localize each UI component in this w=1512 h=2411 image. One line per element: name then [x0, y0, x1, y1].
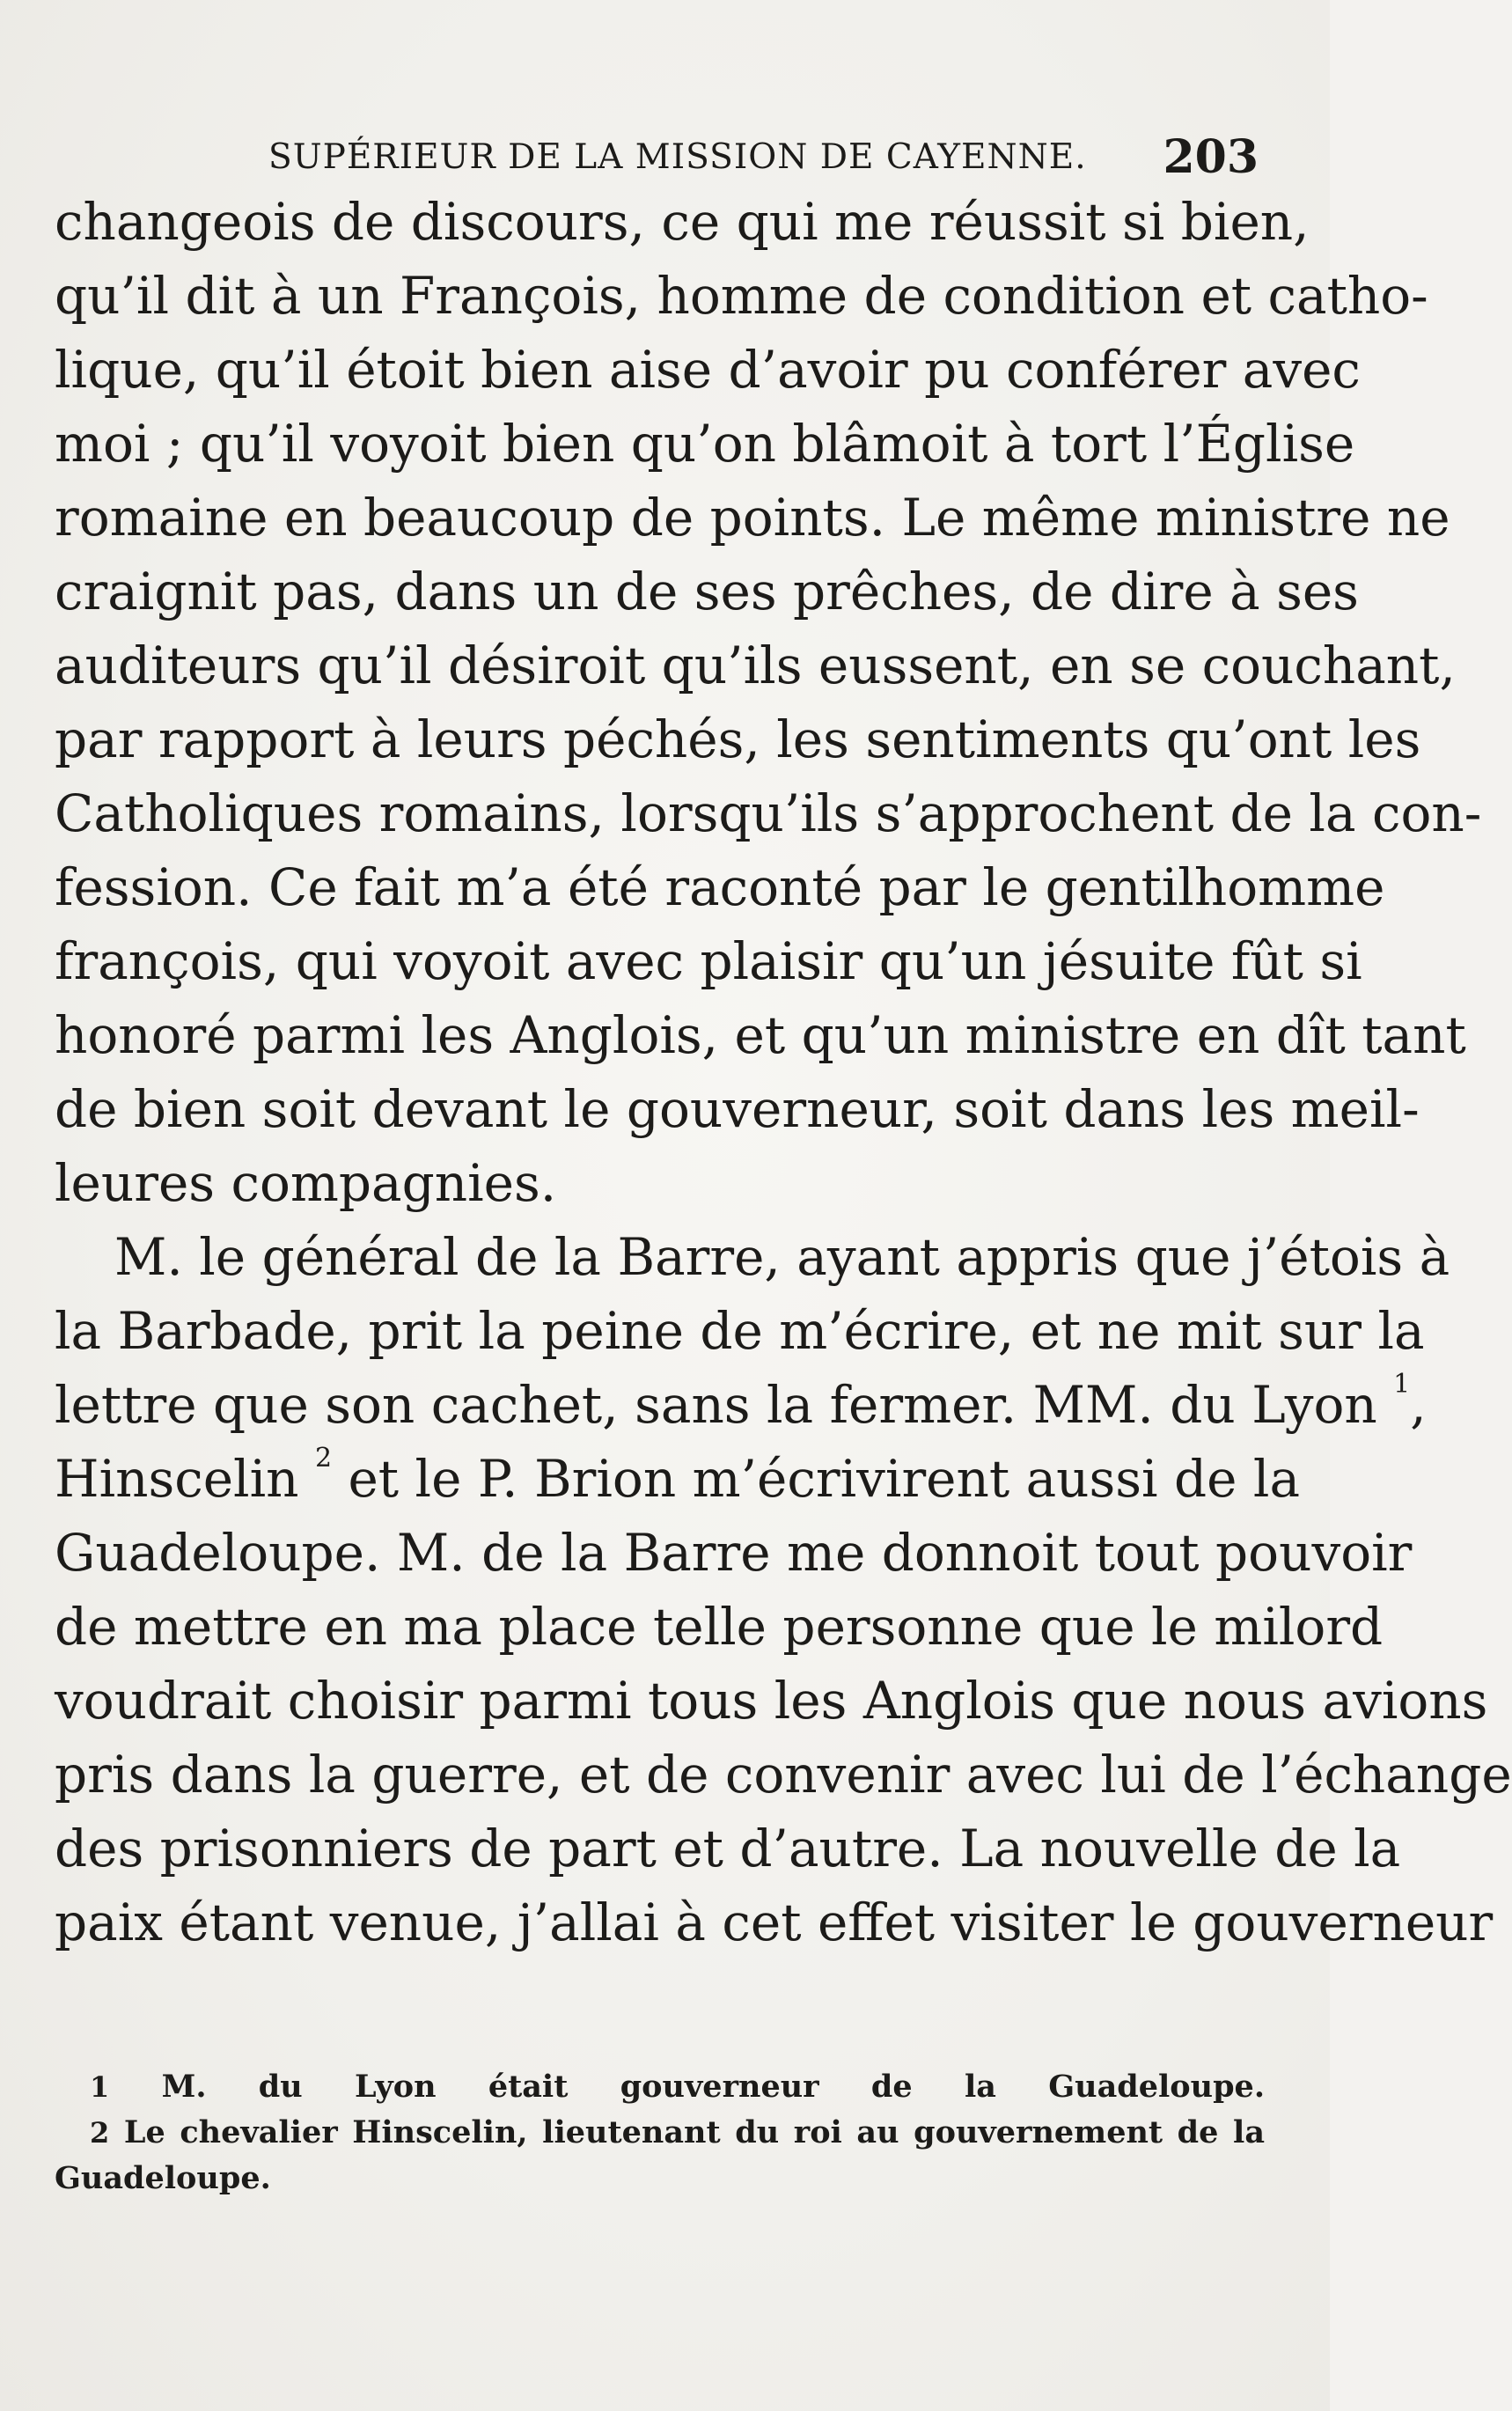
page-number: 203 — [1163, 130, 1259, 184]
text-line: par rapport à leurs péchés, les sentiments qu’ont les — [55, 709, 1421, 769]
footnote-ref-2: 2 — [314, 1443, 333, 1474]
text-line: craignit pas, dans un de ses prêches, de dire à ses — [55, 562, 1359, 621]
page-header — [268, 130, 1259, 183]
text-line: Catholiques romains, lorsqu’ils s’approchent de la con- — [55, 783, 1482, 843]
footnote-ref-1: 1 — [1393, 1369, 1411, 1400]
footnote-text: Le chevalier Hinscelin, lieutenant du roi au gouvernement de la — [123, 2114, 1265, 2150]
text-line-with-footnote-1 — [55, 1368, 1427, 1442]
text-line: lique, qu’il étoit bien aise d’avoir pu conférer avec — [55, 340, 1361, 400]
text-line: françois, qui voyoit avec plaisir qu’un jésuite fût si — [55, 931, 1362, 991]
text-line: paix étant venue, j’allai à cet effet visiter le gouverneur — [55, 1893, 1494, 1952]
footnotes — [55, 2064, 1265, 2202]
footnote-1 — [55, 2064, 1265, 2110]
text-line: fession. Ce fait m’a été raconté par le gentilhomme — [55, 857, 1385, 917]
text-line: moi ; qu’il voyoit bien qu’on blâmoit à tort l’Église — [55, 414, 1355, 474]
text-line: pris dans la guerre, et de convenir avec lui de l’échange — [55, 1745, 1512, 1805]
footnote-text: M. du Lyon était gouverneur de la Guadeloupe. — [161, 2069, 1266, 2105]
footnote-ref-comma: , — [1410, 1375, 1427, 1435]
text-line: romaine en beaucoup de points. Le même ministre ne — [55, 488, 1450, 548]
text-line: leures compagnies. — [55, 1153, 557, 1213]
text-line-with-footnote-2 — [55, 1442, 1301, 1516]
text-segment: et le P. Brion m’écrivirent aussi de la — [348, 1449, 1301, 1509]
footnote-mark: 2 — [90, 2116, 110, 2150]
running-title: SUPÉRIEUR DE LA MISSION DE CAYENNE. — [268, 137, 1087, 177]
text-segment: Hinscelin — [55, 1449, 299, 1509]
text-line: honoré parmi les Anglois, et qu’un ministre en dît tant — [55, 1005, 1466, 1065]
text-segment: lettre que son cachet, sans la fermer. MM. du Lyon — [55, 1375, 1377, 1435]
footnote-mark: 1 — [90, 2070, 110, 2104]
body-text — [55, 185, 1512, 1959]
text-line: des prisonniers de part et d’autre. La nouvelle de la — [55, 1819, 1401, 1878]
footnote-2 — [55, 2110, 1265, 2156]
text-line: auditeurs qu’il désiroit qu’ils eussent, en se couchant, — [55, 636, 1456, 695]
text-line: la Barbade, prit la peine de m’écrire, et ne mit sur la — [55, 1301, 1425, 1361]
text-line: de mettre en ma place telle personne que le milord — [55, 1597, 1384, 1657]
text-line: qu’il dit à un François, homme de condition et catho- — [55, 266, 1428, 326]
text-line: voudrait choisir parmi tous les Anglois que nous avions — [55, 1671, 1488, 1731]
text-line: de bien soit devant le gouverneur, soit dans les meil- — [55, 1079, 1420, 1139]
paragraph-start-line: M. le général de la Barre, ayant appris que j’étois à — [114, 1227, 1450, 1287]
footnote-2-continued: Guadeloupe. — [55, 2160, 271, 2196]
text-line: Guadeloupe. M. de la Barre me donnoit tout pouvoir — [55, 1523, 1413, 1583]
text-line: changeois de discours, ce qui me réussit si bien, — [55, 192, 1310, 252]
